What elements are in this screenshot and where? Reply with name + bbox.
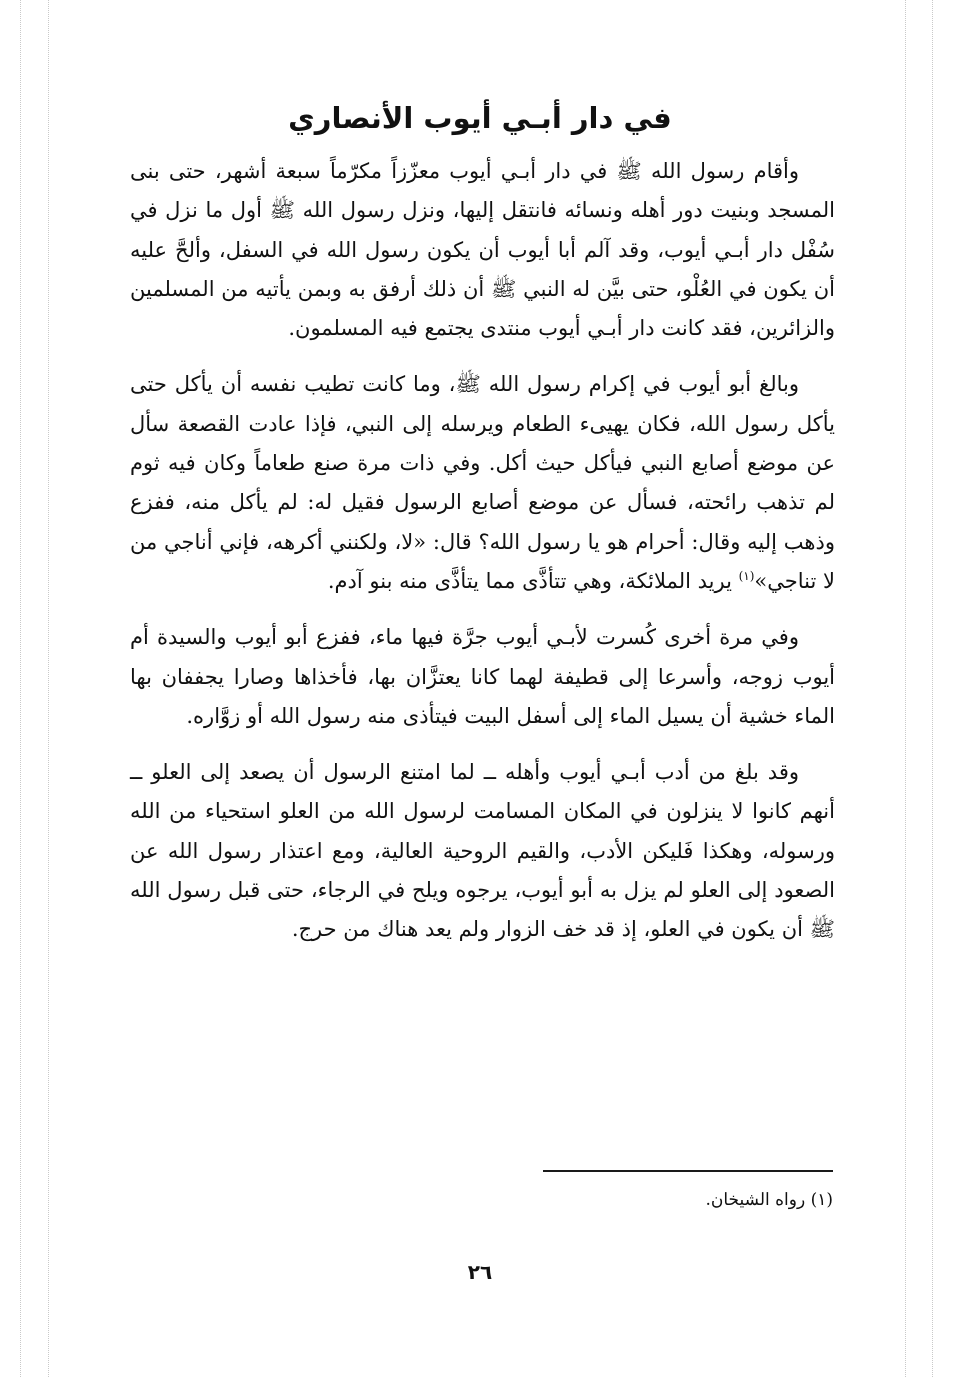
chapter-title: في دار أبـي أيوب الأنصاري [288, 101, 672, 135]
paragraph-2 [130, 365, 835, 601]
scan-guide-line [932, 0, 933, 1377]
paragraph-1: وأقام رسول الله ﷺ في دار أبـي أيوب معزّزاً مكرّماً سبعة أشهر، حتى بنى المسجد وبنيت دور أهله ونسائه فانتقل إليها، ونزل رسول الله ﷺ أول ما نزل في سُفْل دار أبـي أيوب، وقد آلم أبا أيوب أن يكون رسول الله في السفل، وألحَّ عليه أن يكون في العُلْو، حتى بيَّن له النبي ﷺ أن ذلك أرفق به وبمن يأتيه من المسلمين والزائرين، فقد كانت دار أبـي أيوب منتدى يجتمع فيه المسلمون. [130, 159, 835, 341]
scan-guide-line [20, 0, 21, 1377]
paragraph-2-tail: يريد الملائكة، وهي تتأذَّى مما يتأذَّى منه بنو آدم. [327, 568, 739, 593]
paragraph-2-text: وبالغ أبو أيوب في إكرام رسول الله ﷺ، وما كانت تطيب نفسه أن يأكل حتى يأكل رسول الله، فكان يهيىء الطعام ويرسله إلى النبي، فإذا عادت القصعة سأل عن موضع أصابع النبي فيأكل حيث أكل. وفي ذات مرة صنع طعاماً وكان فيه ثوم لم تذهب رائحته، فسأل عن موضع أصابع الرسول فقيل له: لم يأكل منه، ففزع وذهب إليه وقال: أحرام هو يا رسول الله؟ قال: «لا، ولكنني أكرهه، فإني أناجي من لا تناجي» [130, 372, 835, 593]
scan-guide-line [905, 0, 906, 1377]
footnote-separator [543, 1170, 833, 1172]
footnote: (١) رواه الشيخان. [705, 1190, 833, 1210]
body-text [130, 152, 835, 967]
page-number: ٢٦ [467, 1260, 493, 1284]
scan-guide-line [48, 0, 49, 1377]
paragraph-3: وفي مرة أخرى كُسرت لأبـي أيوب جرَّة فيها ماء، ففزع أبو أيوب والسيدة أم أيوب زوجه، وأسرعا إلى قطيفة لهما كانا يعتزَّان بها، فأخذاها وصارا يجففان بها الماء خشية أن يسيل الماء إلى أسفل البيت فيتأذى منه رسول الله أو زوَّاره. [130, 625, 835, 728]
paragraph-4: وقد بلغ من أدب أبـي أيوب وأهله ــ لما امتنع الرسول أن يصعد إلى العلو ــ أنهم كانوا لا ينزلون في المكان المسامت لرسول الله من العلو استحياء من الله ورسوله، وهكذا فَليكن الأدب، والقيم الروحية العالية، ومع اعتذار رسول الله عن الصعود إلى العلو لم يزل به أبو أيوب، يرجوه ويلح في الرجاء، حتى قبل رسول الله ﷺ أن يكون في العلو، إذ قد خف الزوار ولم يعد هناك من حرج. [130, 760, 835, 942]
footnote-marker: (١) [738, 568, 755, 583]
